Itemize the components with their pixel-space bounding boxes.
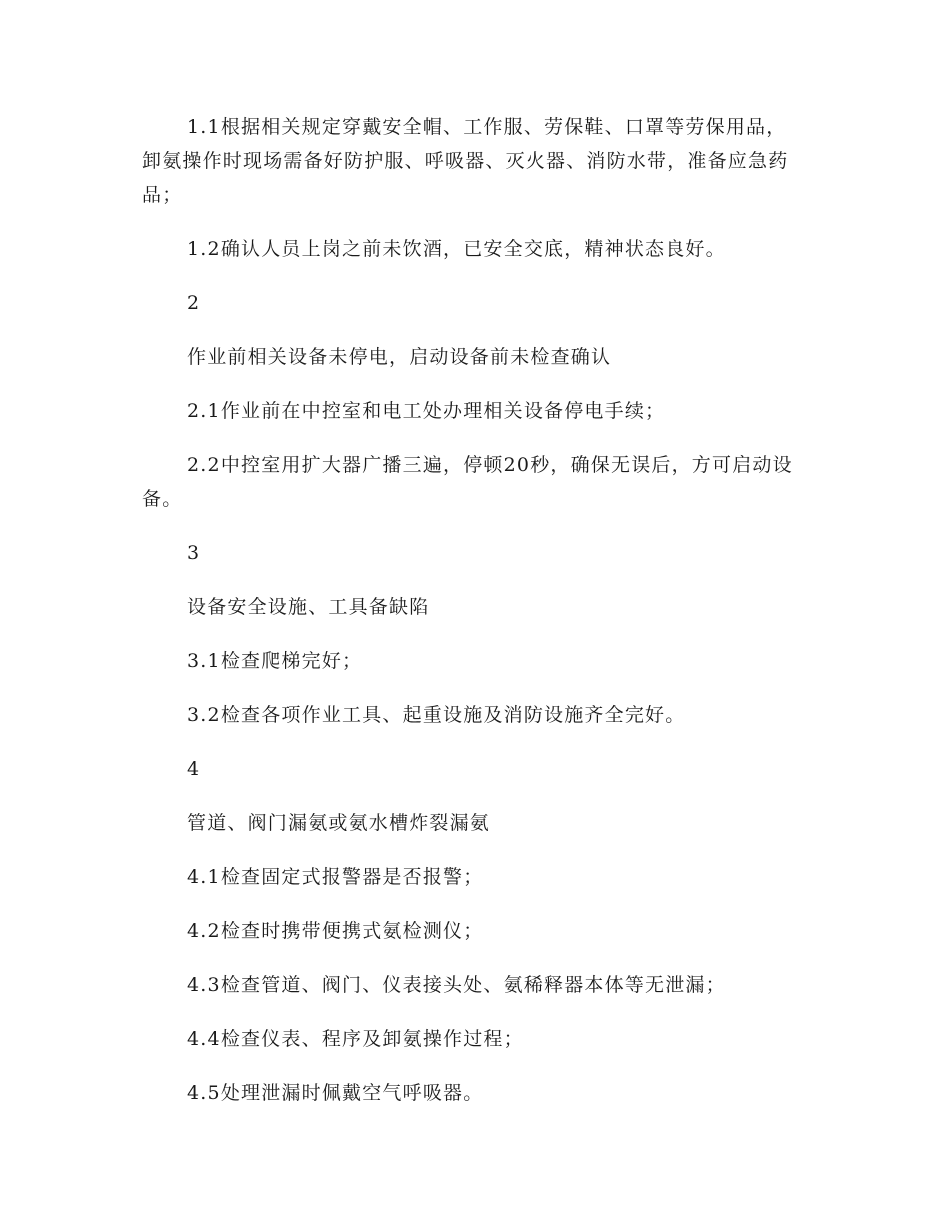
paragraph-2-1: 2.1作业前在中控室和电工处办理相关设备停电手续；	[187, 400, 666, 422]
paragraph-4-2: 4.2检查时携带便携式氨检测仪；	[187, 920, 484, 942]
section-title-4: 管道、阀门漏氨或氨水槽炸裂漏氨	[187, 812, 491, 834]
paragraph-1-1-ppe: 1.1根据相关规定穿戴安全帽、工作服、劳保鞋、口罩等劳保用品，卸氨操作时现场需备好防护服、呼吸器、灭火器、消防水带，准备应急药品；	[142, 116, 789, 206]
section-number-4: 4	[187, 758, 201, 780]
section-title-2: 作业前相关设备未停电，启动设备前未检查确认	[187, 346, 612, 368]
paragraph-1-2-personnel: 1.2确认人员上岗之前未饮酒，已安全交底，精神状态良好。	[187, 238, 726, 260]
paragraph-3-2: 3.2检查各项作业工具、起重设施及消防设施齐全完好。	[187, 704, 686, 726]
paragraph-2-2: 2.2中控室用扩大器广播三遍，停顿20秒，确保无误后，方可启动设备。	[142, 454, 793, 510]
paragraph-4-3: 4.3检查管道、阀门、仪表接头处、氨稀释器本体等无泄漏；	[187, 974, 726, 996]
paragraph-4-1: 4.1检查固定式报警器是否报警；	[187, 866, 484, 888]
paragraph-4-4: 4.4检查仪表、程序及卸氨操作过程；	[187, 1028, 524, 1050]
section-number-2: 2	[187, 292, 201, 314]
document-body	[142, 110, 802, 1130]
paragraph-4-5: 4.5处理泄漏时佩戴空气呼吸器。	[187, 1082, 484, 1104]
section-title-3: 设备安全设施、工具备缺陷	[187, 596, 430, 618]
paragraph-3-1: 3.1检查爬梯完好；	[187, 650, 363, 672]
section-number-3: 3	[187, 542, 201, 564]
